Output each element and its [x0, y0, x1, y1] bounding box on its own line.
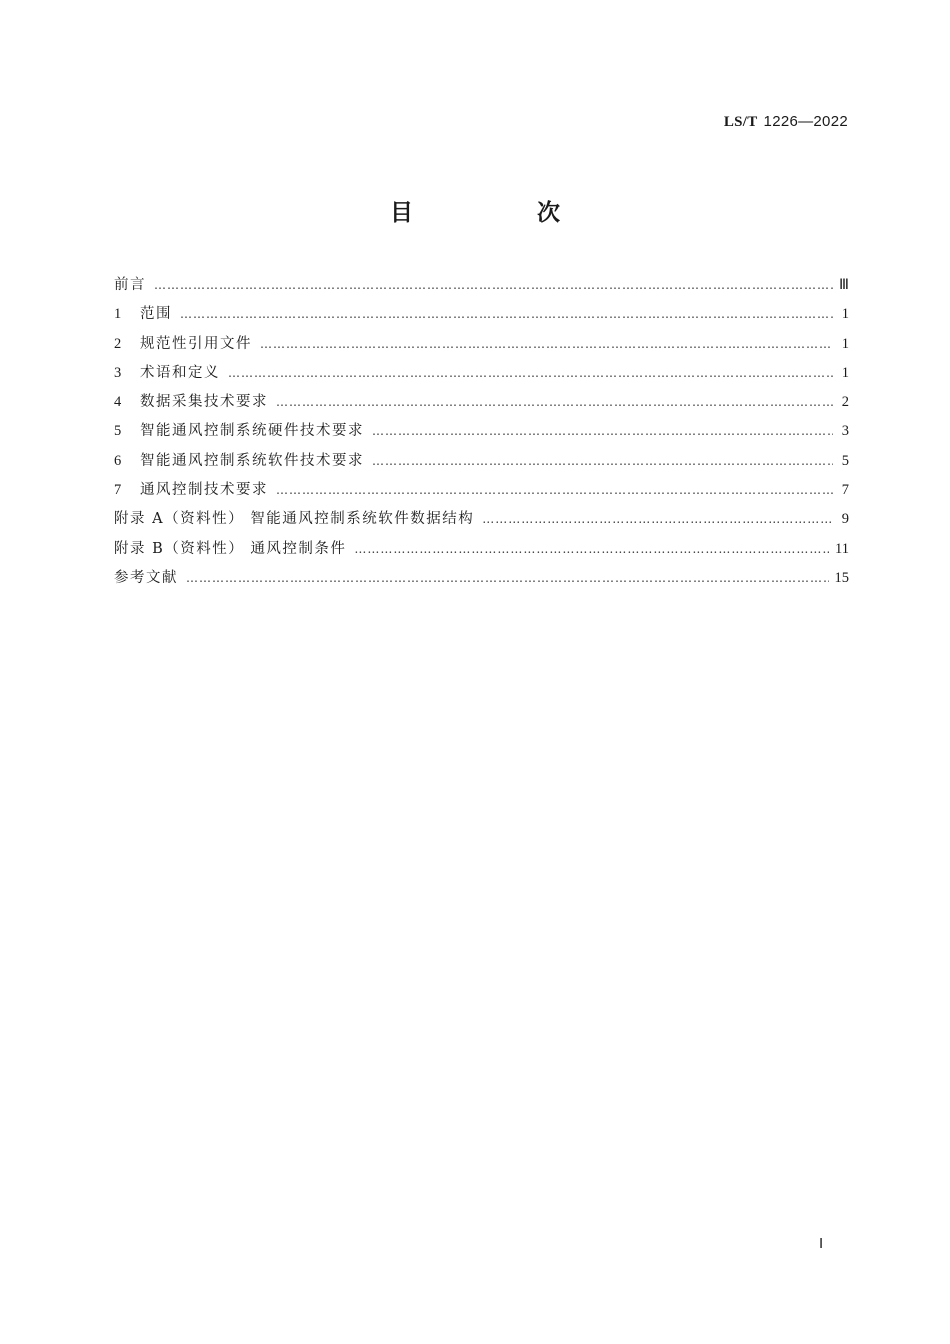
toc-entry-page: 5	[841, 452, 849, 469]
toc-entry-label: 范围	[140, 306, 172, 323]
toc-entry-label: 附录 A（资料性） 智能通风控制系统软件数据结构	[114, 511, 475, 528]
toc-entry-bibliography[interactable]	[114, 567, 849, 596]
toc-entry-label: 智能通风控制系统软件技术要求	[140, 452, 364, 469]
toc-entry-appendix-a[interactable]	[114, 508, 849, 537]
toc-leader-dots	[186, 567, 829, 589]
toc-leader-dots	[228, 362, 833, 384]
toc-entry-label: 参考文献	[114, 569, 178, 586]
toc-entry-number: 5	[114, 423, 122, 440]
toc-leader-dots	[180, 303, 833, 325]
toc-entry-number: 6	[114, 452, 122, 469]
toc-leader-dots	[260, 333, 833, 355]
toc-entry-number: 7	[114, 482, 122, 499]
toc-entry-label: 数据采集技术要求	[140, 394, 268, 411]
toc-entry-page: Ⅲ	[839, 277, 849, 293]
toc-entry-label: 附录 B（资料性） 通风控制条件	[114, 540, 347, 557]
toc-entry-number: 3	[114, 364, 122, 381]
toc-entry-page: 7	[841, 482, 849, 499]
toc-entry-appendix-b[interactable]	[114, 538, 849, 567]
table-of-contents	[114, 274, 849, 596]
toc-title: 目 次	[389, 200, 618, 226]
standard-code-number: 1226—2022	[763, 113, 848, 130]
toc-entry-5[interactable]	[114, 420, 849, 449]
toc-entry-page: 9	[841, 511, 849, 528]
toc-entry-label: 通风控制技术要求	[140, 482, 268, 499]
toc-entry-page: 1	[841, 306, 849, 323]
toc-entry-page: 3	[841, 423, 849, 440]
toc-entry-page: 15	[834, 569, 849, 586]
toc-leader-dots	[482, 508, 833, 530]
toc-entry-2[interactable]	[114, 333, 849, 362]
toc-entry-foreword[interactable]	[114, 274, 849, 303]
toc-entry-page: 1	[841, 364, 849, 381]
toc-entry-label: 智能通风控制系统硬件技术要求	[140, 423, 364, 440]
toc-entry-page: 11	[835, 540, 849, 557]
toc-leader-dots	[276, 391, 833, 413]
toc-entry-6[interactable]	[114, 450, 849, 479]
toc-entry-number: 4	[114, 394, 122, 411]
standard-code-prefix: LS/T	[723, 114, 758, 130]
toc-entry-number: 2	[114, 335, 122, 352]
toc-entry-label: 前言	[114, 277, 146, 293]
page-number: Ⅰ	[819, 1237, 824, 1252]
toc-entry-7[interactable]	[114, 479, 849, 508]
toc-leader-dots	[372, 450, 833, 472]
toc-entry-4[interactable]	[114, 391, 849, 420]
toc-entry-3[interactable]	[114, 362, 849, 391]
toc-entry-page: 2	[841, 394, 849, 411]
toc-leader-dots	[354, 538, 829, 560]
toc-entry-1[interactable]	[114, 303, 849, 332]
toc-leader-dots	[276, 479, 833, 501]
standard-code	[724, 113, 848, 131]
toc-leader-dots	[372, 420, 833, 442]
toc-leader-dots	[154, 274, 833, 296]
toc-entry-number: 1	[114, 306, 122, 323]
toc-entry-label: 规范性引用文件	[140, 335, 252, 352]
toc-entry-label: 术语和定义	[140, 364, 220, 381]
toc-entry-page: 1	[841, 335, 849, 352]
